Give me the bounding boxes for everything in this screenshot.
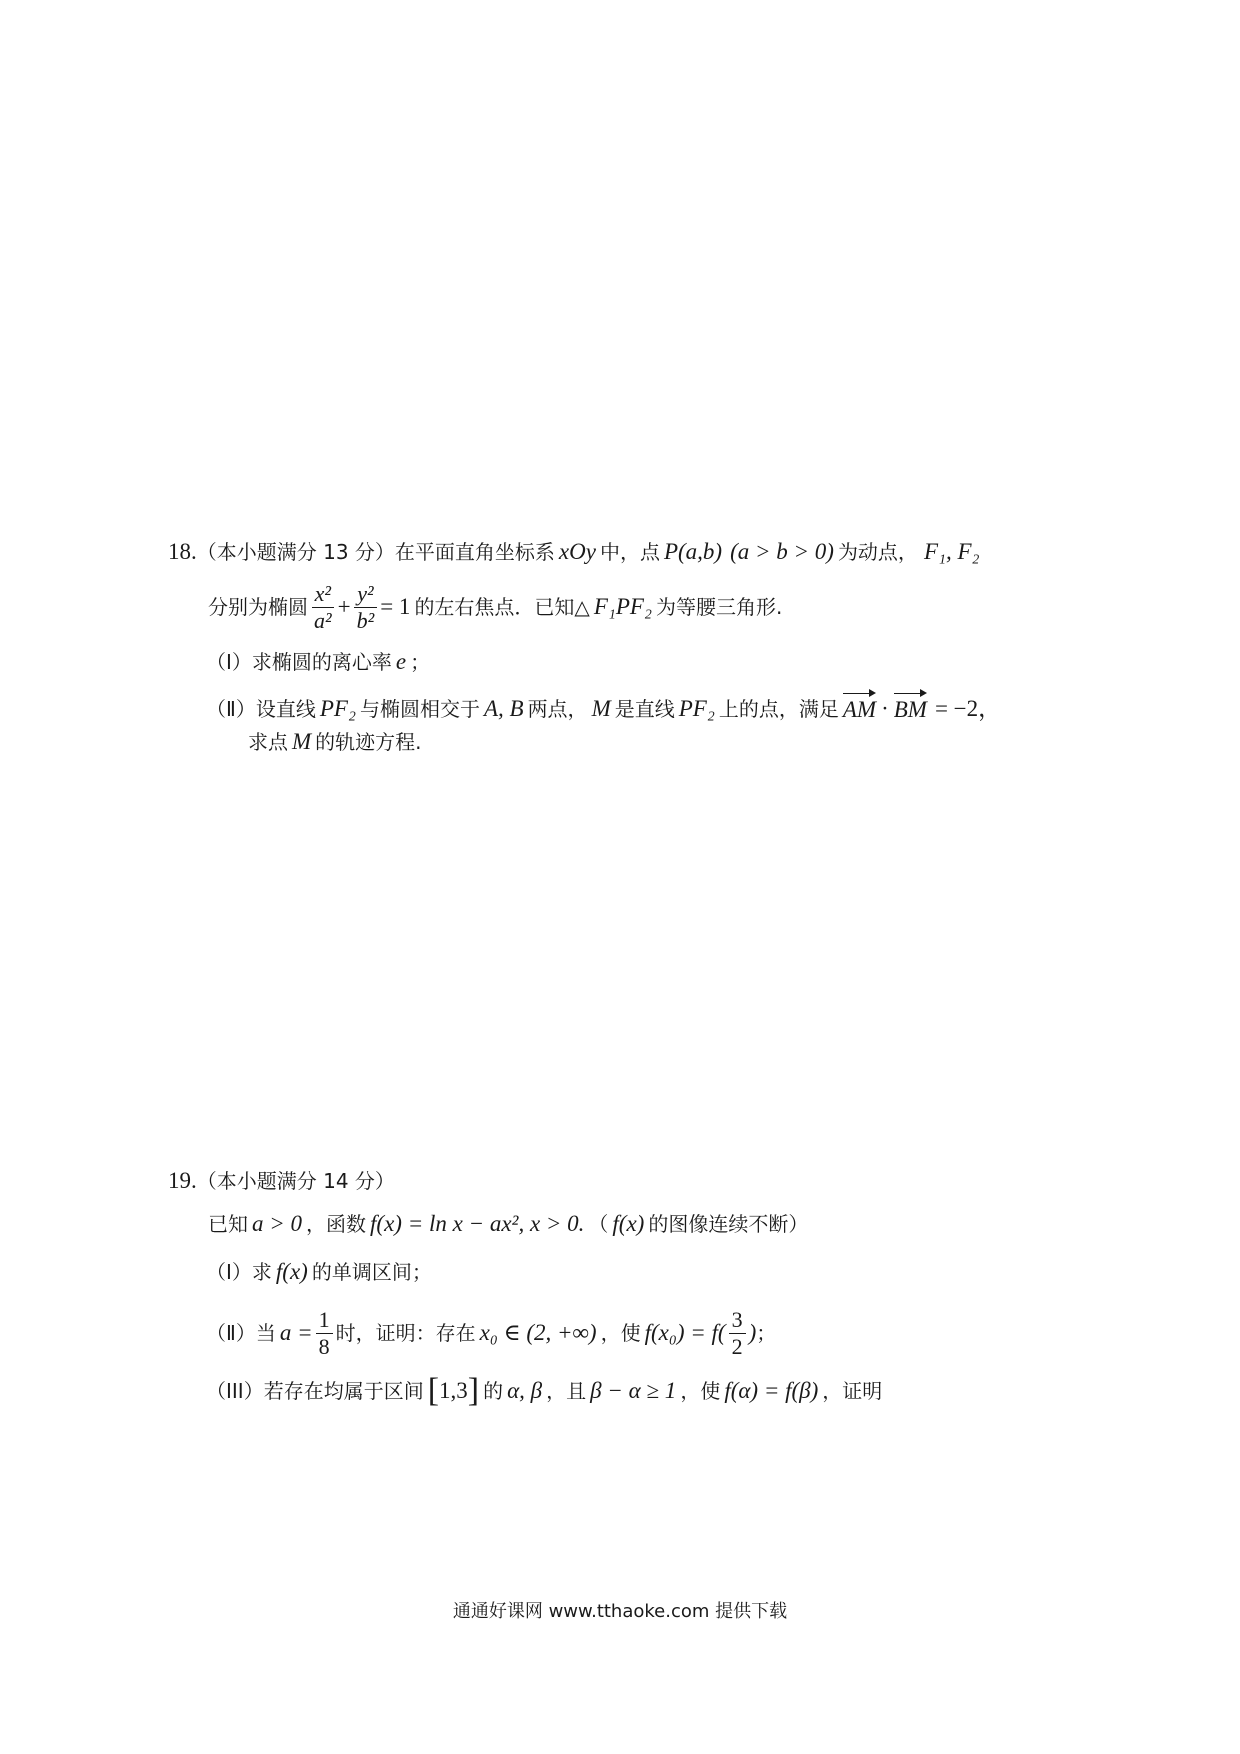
- triangle-label: F₁PF₂: [593, 594, 652, 619]
- x0-domain: x₀ ∈ (2, +∞): [479, 1320, 597, 1345]
- q18-foci: F₁, F₂: [923, 539, 980, 564]
- function-definition: f(x) = ln x − ax², x > 0.: [370, 1211, 585, 1236]
- points-ab: A, B: [483, 696, 524, 721]
- line-pf2: PF₂: [319, 696, 356, 721]
- q18-line2-end: 为等腰三角形.: [655, 595, 783, 619]
- f-alpha-beta-equal: f(α) = f(β): [724, 1378, 819, 1403]
- fx: f(x): [612, 1211, 645, 1236]
- q19-part1-label: （Ⅰ）: [206, 1260, 252, 1284]
- q18-line1: [168, 537, 980, 567]
- q18-header-post: 为动点，: [837, 540, 918, 564]
- vector-bm: BM: [894, 693, 927, 725]
- q19-part2: （Ⅱ） 当 a = $\frac{1}{8}$ 时，证明：存在 x₀ ∈ (2, +∞) ，使 f(x₀) = f( $\frac{3}{2}$ ) ；: [206, 1306, 777, 1359]
- q18-part1: （Ⅰ） 求椭圆的离心率 e ；: [206, 647, 430, 677]
- q18-part1-text: 求椭圆的离心率: [251, 650, 392, 674]
- q19-part3: （III） 若存在均属于区间 [ 1,3 ] 的 α, β ，且 β − α ≥ 1 ，使 f(α) = f(β) ，证明: [206, 1372, 883, 1409]
- q19-header: （本小题满分 14 分）: [196, 1169, 395, 1193]
- q18-line2-pre: 分别为椭圆: [208, 595, 308, 619]
- eccentricity-var: e: [395, 649, 407, 674]
- q18-part2: （Ⅱ） 设直线 PF₂ 与椭圆相交于 A, B 两点， M 是直线 PF₂ 上的点，满足 AM · BM = −2，: [206, 693, 1001, 725]
- f-x0-equation: f(x₀) = f(: [644, 1320, 726, 1345]
- q18-line2-post: 的左右焦点．已知△: [414, 595, 590, 619]
- footer-watermark: 通通好课网 www.tthaoke.com 提供下载: [452, 1601, 788, 1622]
- q18-part2-line2: 求点 M 的轨迹方程.: [248, 727, 422, 757]
- fraction-one-eighth: $\frac{1}{8}$: [316, 1307, 333, 1360]
- point-m: M: [591, 696, 611, 721]
- interval-values: 1,3: [439, 1378, 468, 1403]
- q18-part2-label: （Ⅱ）: [206, 697, 256, 721]
- q19-part2-label: （Ⅱ）: [206, 1321, 256, 1345]
- q18-condition: (a > b > 0): [730, 539, 834, 564]
- beta-alpha-condition: β − α ≥ 1: [590, 1378, 677, 1403]
- dot-operator: ·: [881, 696, 889, 721]
- q19-part1: （Ⅰ） 求 f(x) 的单调区间；: [206, 1257, 432, 1287]
- q18-number: 18.: [168, 539, 197, 564]
- point-m-locus: M: [292, 729, 312, 754]
- dot-product-value: = −2，: [934, 696, 1002, 721]
- q18-header-mid: 中，点: [599, 540, 660, 564]
- fraction-three-halves: $\frac{3}{2}$: [729, 1307, 746, 1360]
- q18-header-pre: （本小题满分 13 分）在平面直角坐标系: [196, 540, 555, 564]
- q19-number: 19.: [168, 1168, 197, 1193]
- q19-line1: [168, 1166, 395, 1196]
- q18-line2: [208, 580, 782, 634]
- plus-sign: +: [337, 594, 351, 619]
- q19-part3-label: （III）: [206, 1379, 264, 1403]
- q18-point-p: P(a,b): [663, 539, 723, 564]
- vector-am: AM: [843, 693, 876, 725]
- a-equals: a =: [279, 1320, 313, 1345]
- alpha-beta: α, β: [507, 1378, 543, 1403]
- q18-part1-label: （Ⅰ）: [206, 650, 252, 674]
- q19-given: 已知 a > 0 ，函数 f(x) = ln x − ax², x > 0. （ f(x) 的图像连续不断）: [208, 1209, 808, 1239]
- ellipse-fraction-y: $\frac{\text{y²}}{\text{b²}}$: [354, 581, 378, 634]
- a-positive: a > 0: [252, 1211, 303, 1236]
- equals-one: = 1: [380, 594, 411, 619]
- line-pf2-repeat: PF₂: [678, 696, 715, 721]
- q18-xoy: xOy: [558, 539, 596, 564]
- ellipse-fraction-x: $\frac{\text{x²}}{\text{a²}}$: [311, 581, 335, 634]
